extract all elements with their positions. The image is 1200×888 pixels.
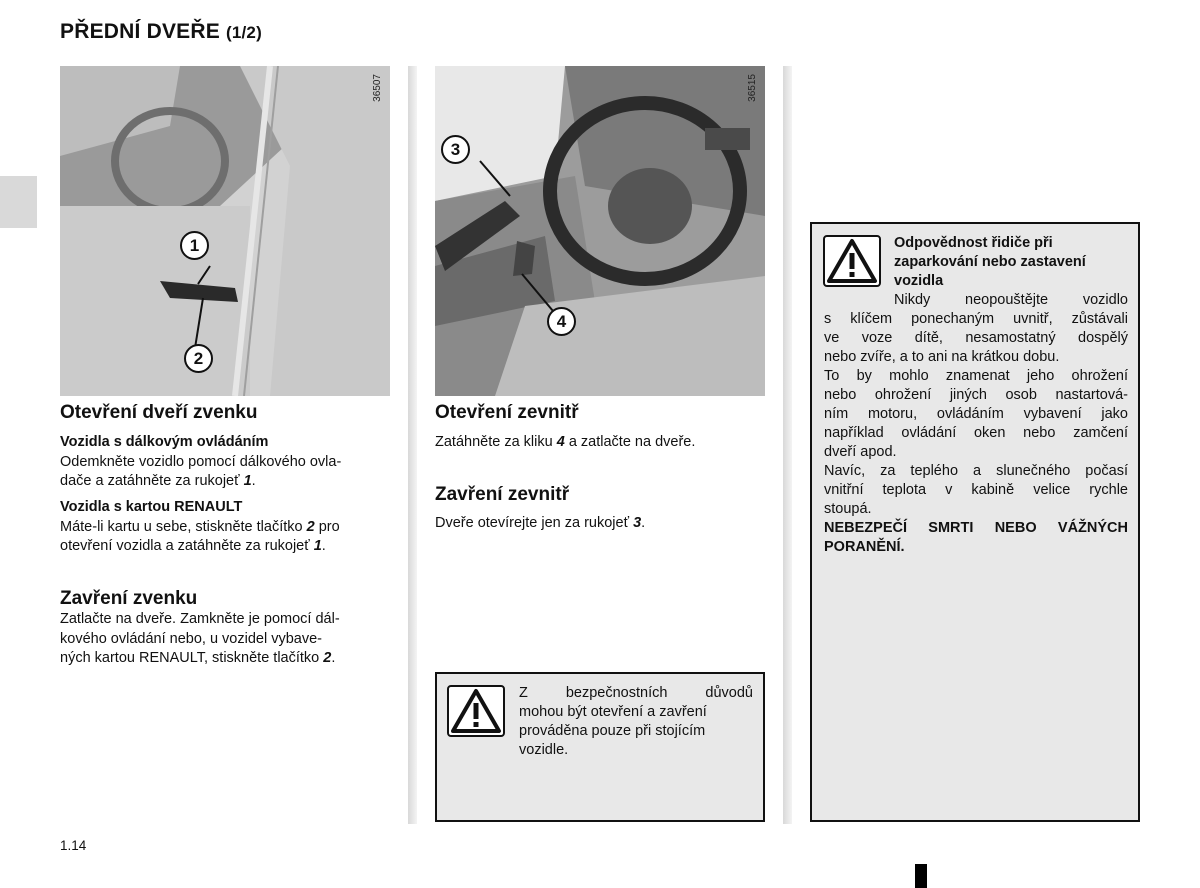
warning-line: Z bezpečnostních důvodů: [519, 685, 753, 701]
page-title: [60, 20, 262, 44]
callout-2: 2: [184, 344, 213, 373]
close-outside-text: [60, 610, 392, 669]
callout-4: 4: [547, 307, 576, 336]
exterior-door-photo: [60, 66, 390, 396]
close-inside-text: Dveře otevírejte jen za rukojeť 3.: [435, 515, 646, 531]
heading-open-inside: Otevření zevnitř: [435, 402, 579, 423]
open-inside-text: Zatáhněte za kliku 4 a zatlačte na dveře.: [435, 434, 696, 450]
warning-line: stoupá.: [824, 501, 872, 517]
close-text-line: Zatlačte na dveře. Zamkněte je pomocí dál-: [60, 611, 340, 627]
remote-section: [60, 433, 392, 492]
warning-title: [894, 234, 1128, 291]
warning-title-line: vozidla: [894, 273, 944, 289]
section-tab: [0, 176, 37, 228]
warning-line: Nikdy neopouštějte vozidlo: [894, 292, 1128, 308]
title-main: PŘEDNÍ DVEŘE: [60, 20, 220, 43]
heading-close-outside: Zavření zvenku: [60, 588, 198, 609]
warning-title-line: zaparkování nebo zastavení: [894, 254, 1086, 270]
close-text-line: ných kartou RENAULT, stiskněte tlačítko 2.: [60, 650, 336, 666]
card-section: [60, 498, 392, 557]
close-text-line: kového ovládání nebo, u vozidel vybave-: [60, 630, 322, 647]
warning-line: ve voze dítě, nesamostatný dospělý: [824, 330, 1128, 346]
column-divider-1: [408, 66, 417, 824]
warning-caps-line: PORANĚNÍ.: [824, 539, 905, 555]
warning-body: [824, 291, 1128, 557]
warning-safety-text: [519, 684, 753, 760]
warning-line: prováděna pouze při stojícím: [519, 723, 706, 739]
warning-line: vozidle.: [519, 742, 569, 758]
warning-box-driver-responsibility: [810, 222, 1140, 822]
photo-code: 36507: [372, 74, 383, 102]
card-text-line: Máte-li kartu u sebe, stiskněte tlačítko 2 pro: [60, 518, 340, 535]
remote-text-line: Odemkněte vozidlo pomocí dálkového ovla-: [60, 453, 342, 470]
remote-title: Vozidla s dálkovým ovládáním: [60, 434, 269, 450]
page-edge-marker: [915, 864, 927, 888]
warning-line: nebo zvíře, a to ani na krátkou dobu.: [824, 349, 1060, 365]
warning-box-safety: [435, 672, 765, 822]
warning-line: mohou být otevření a zavření: [519, 704, 707, 720]
warning-triangle-icon: [823, 235, 881, 287]
callout-1: 1: [180, 231, 209, 260]
column-divider-2: [783, 66, 792, 824]
warning-line: nebo ohrožení jiných osob nastartová-: [824, 387, 1128, 403]
warning-line: dveří apod.: [824, 444, 897, 460]
warning-line: s klíčem ponechaným uvnitř, zůstávali: [824, 311, 1128, 327]
warning-line: Navíc, za teplého a slunečného počasí: [824, 463, 1128, 479]
warning-title-line: Odpovědnost řidiče při: [894, 235, 1053, 251]
warning-line: vnitřní teplota v kabině velice rychle: [824, 482, 1128, 498]
card-text-line: otevření vozidla a zatáhněte za rukojeť 1.: [60, 538, 326, 554]
photo-code: 36515: [747, 74, 758, 102]
warning-line: například ovládání oken nebo zamčení: [824, 425, 1128, 441]
heading-open-outside: Otevření dveří zvenku: [60, 402, 258, 423]
title-sub: (1/2): [225, 23, 262, 42]
interior-door-photo: [435, 66, 765, 396]
warning-line: To by mohlo znamenat jeho ohrožení: [824, 368, 1128, 384]
heading-close-inside: Zavření zevnitř: [435, 484, 570, 505]
page-number: 1.14: [60, 838, 87, 853]
remote-text-line: dače a zatáhněte za rukojeť 1.: [60, 473, 256, 489]
warning-line: ním motoru, ovládáním vybavení jako: [824, 406, 1128, 422]
warning-caps-line: NEBEZPEČÍ SMRTI NEBO VÁŽNÝCH: [824, 520, 1128, 536]
callout-3: 3: [441, 135, 470, 164]
warning-triangle-icon: [447, 685, 505, 737]
card-title: Vozidla s kartou RENAULT: [60, 499, 243, 515]
